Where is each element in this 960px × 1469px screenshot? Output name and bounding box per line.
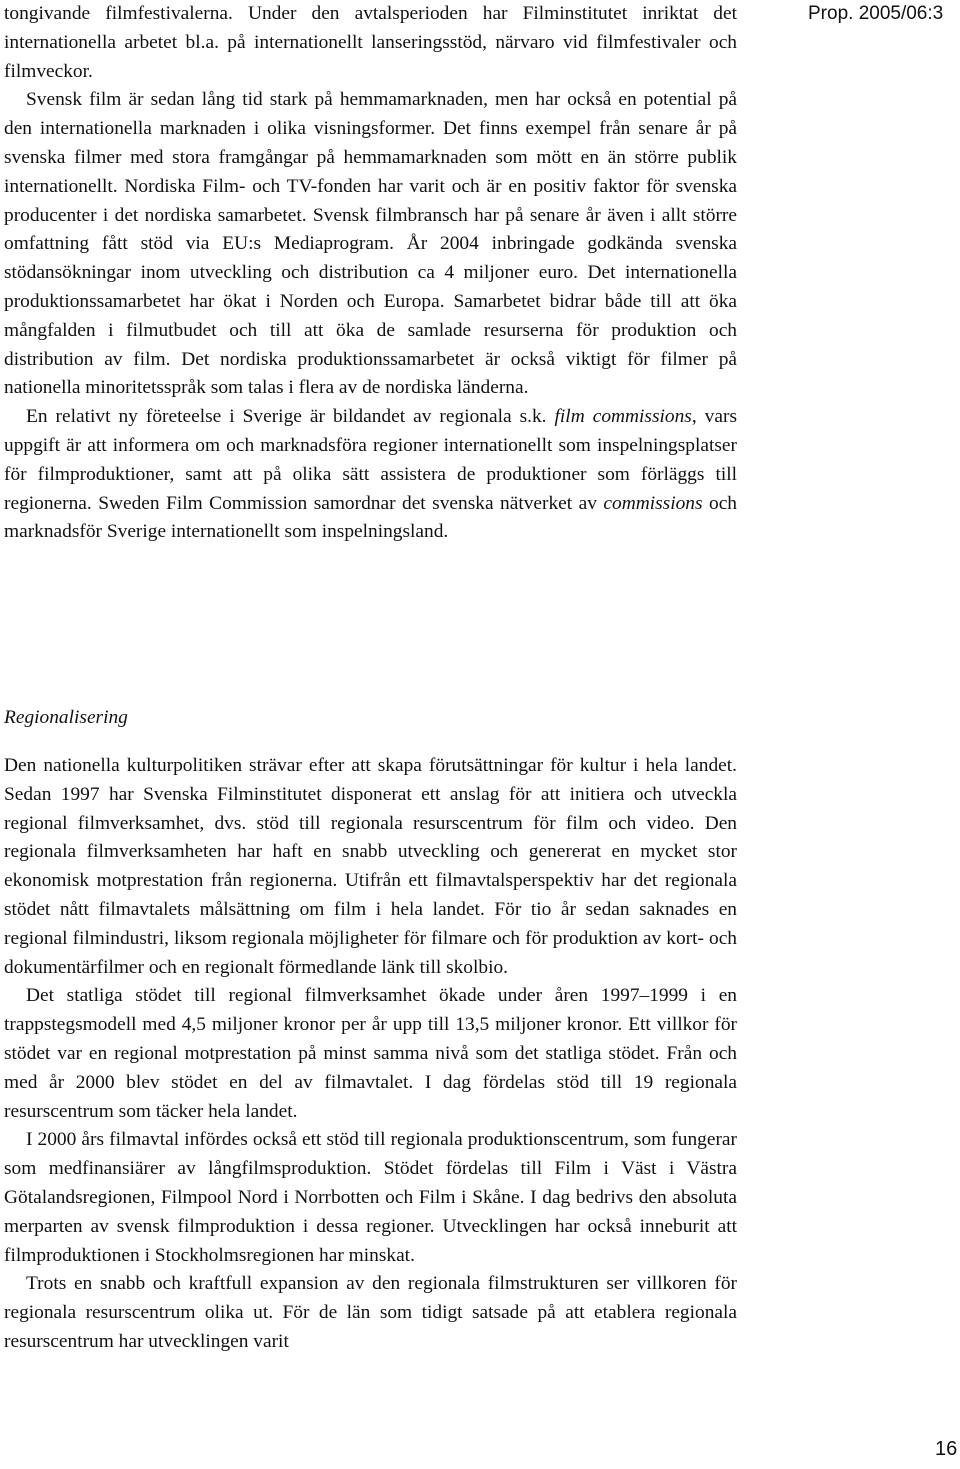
paragraph: Den nationella kulturpolitiken strävar efter att skapa förutsättningar för kultur i hela landet. Sedan 1997 har Svenska Filminstitutet disponerat ett anslag för att initiera och utveckla regional filmverksamhet, dvs. stöd till regionala resurscentrum för film och video. Den regionala filmverksamheten har haft en snabb utveckling och genererat en mycket stor ekonomisk motprestation från regionerna. Utifrån ett filmavtalsperspektiv har det regionala stödet nått filmavtalets målsättning om film i hela landet. För tio år sedan saknades en regional filmindustri, liksom regionala möjligheter för filmare och för produktion av kort- och dokumentärfilmer och en regionalt förmedlande länk till skolbio. xyxy=(4,755,737,978)
text-run: , vars uppgift är att informera om och marknadsföra regioner internationellt som inspelningsplatser för filmproduktioner, samt att på olika sätt assistera de produktioner som förläggs till regionerna. Sweden Film Commission samordnar det svenska nätverket av xyxy=(4,406,737,514)
paragraph: Svensk film är sedan lång tid stark på hemmamarknaden, men har också en potential på den internationella marknaden i olika visningsformer. Det finns exempel från senare år på svenska filmer med stora framgångar på hemmamarknaden som mött en än större publik internationellt. Nordiska Film- och TV-fonden har varit och är en positiv faktor för svenska producenter i det nordiska samarbetet. Svensk filmbransch har på senare år även i allt större omfattning fått stöd via EU:s Mediaprogram. År 2004 inbringade godkända svenska stödansökningar inom utveckling och distribution ca 4 miljoner euro. Det internationella produktionssamarbetet har ökat i Norden och Europa. Samarbetet bidrar både till att öka mångfalden i filmutbudet och till att öka de samlade resurserna för produktion och distribution av film. Det nordiska produktionssamarbetet är också viktigt för filmer på nationella minoritetsspråk som talas i flera av de nordiska länderna. xyxy=(4,89,737,399)
text-run: och marknadsför Sverige internationellt som inspelningsland. xyxy=(4,492,737,543)
page-number: 16 xyxy=(935,1438,958,1460)
paragraph: Trots en snabb och kraftfull expansion av den regionala filmstrukturen ser villkoren för regionala resurscentrum olika ut. För de län som tidigt satsade på att etablera regionala resurscentrum har utvecklingen varit xyxy=(4,1273,737,1352)
paragraph: Det statliga stödet till regional filmverksamhet ökade under åren 1997–1999 i en trappstegsmodell med 4,5 miljoner kronor per år upp till 13,5 miljoner kronor. Ett villkor för stödet var en regional motprestation på minst samma nivå som det statliga stödet. Från och med år 2000 blev stödet en del av filmavtalet. I dag fördelas stöd till 19 regionala resurscentrum som täcker hela landet. xyxy=(4,985,737,1122)
paragraph: I 2000 års filmavtal infördes också ett stöd till regionala produktionscentrum, som fungerar som medfinansiärer av långfilmsproduktion. Stödet fördelas till Film i Väst i Västra Götalandsregionen, Filmpool Nord i Norrbotten och Film i Skåne. I dag bedrivs den absoluta merparten av svensk filmproduktion i dessa regioner. Utvecklingen har också inneburit att filmproduktionen i Stockholmsregionen har minskat. xyxy=(4,1129,737,1266)
section-heading: Regionalisering xyxy=(4,707,128,728)
paragraph: tongivande filmfestivalerna. Under den avtalsperioden har Filminstitutet inriktat det internationella arbetet bl.a. på internationellt lanseringsstöd, närvaro vid filmfestivaler och filmveckor. xyxy=(4,3,737,82)
text-run: En relativt ny företeelse i Sverige är bildandet av regionala s.k. xyxy=(26,406,555,428)
paragraph xyxy=(4,403,737,547)
body-text-section xyxy=(4,752,737,1357)
proposition-label: Prop. 2005/06:3 xyxy=(808,3,944,24)
italic-term: film commissions xyxy=(554,406,692,428)
italic-term: commissions xyxy=(603,492,703,514)
body-text-section xyxy=(4,0,737,547)
